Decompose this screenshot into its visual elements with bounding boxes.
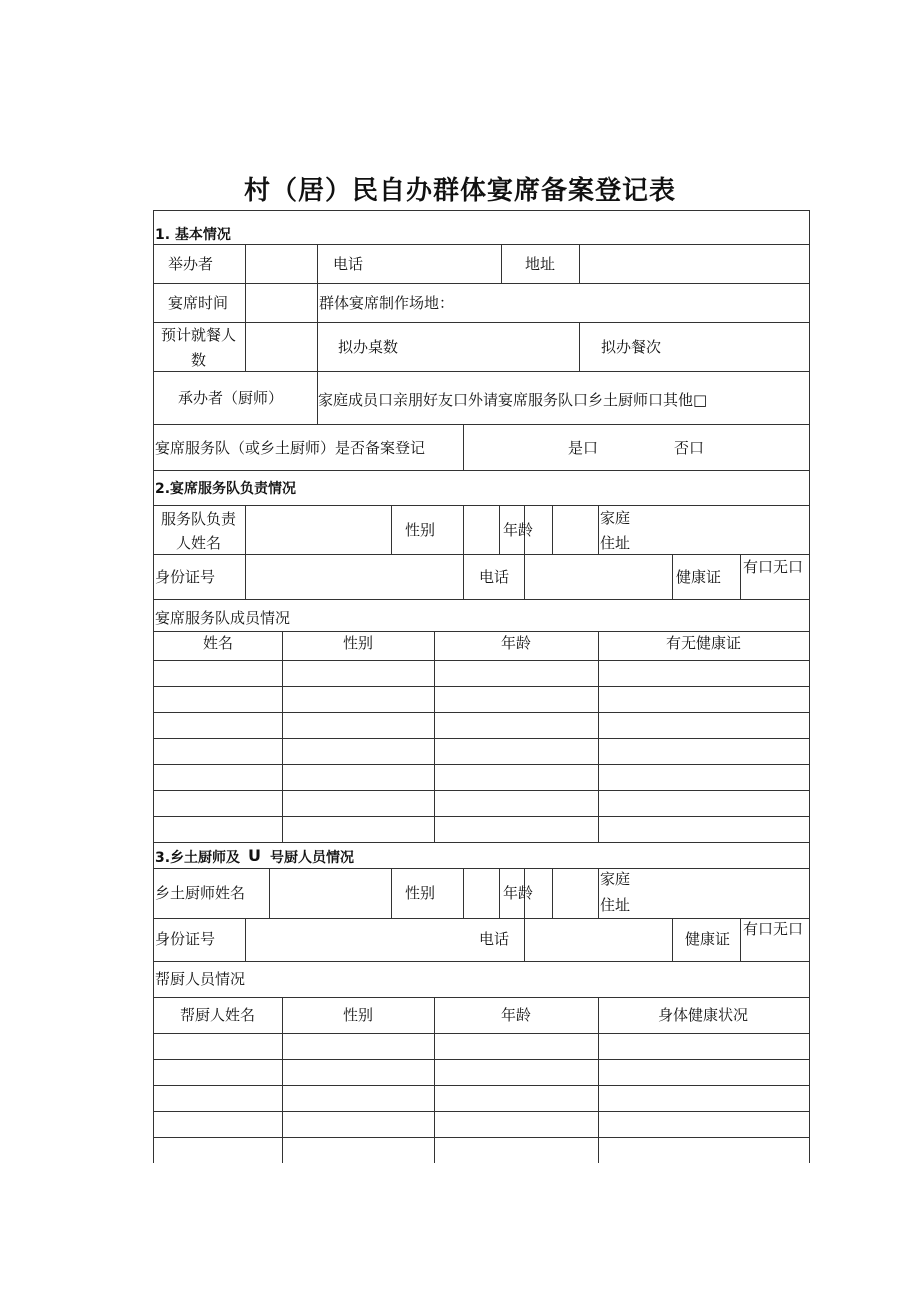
no-checkbox[interactable]: 否口 [674, 439, 705, 457]
chef-gender-label: 性别 [405, 884, 436, 902]
leader-id-label: 身份证号 [155, 568, 216, 586]
members-header-age: 年龄 [501, 634, 532, 652]
address-label: 地址 [525, 255, 556, 273]
members-header-gender: 性别 [343, 634, 374, 652]
chef-home-label-line2: 住址 [600, 896, 631, 914]
leader-health-options: 有口无口 [743, 558, 804, 576]
leader-home-label-line1: 家庭 [600, 509, 631, 527]
helpers-header-name: 帮厨人姓名 [180, 1006, 256, 1024]
helpers-header-health: 身体健康状况 [658, 1006, 749, 1024]
section3-heading-u: U [248, 846, 261, 865]
leader-name-label-line1: 服务队负责 [161, 510, 237, 528]
phone-label: 电话 [333, 255, 364, 273]
registration-form-table [153, 210, 810, 1163]
leader-home-label-line2: 住址 [600, 534, 631, 552]
registered-question: 宴席服务队（或乡土厨师）是否备案登记 [155, 439, 426, 457]
leader-health-label: 健康证 [676, 568, 722, 586]
chef-phone-label: 电话 [479, 930, 510, 948]
chef-health-options: 有口无口 [743, 920, 804, 938]
contractor-label: 承办者（厨师） [178, 389, 284, 407]
section2-heading: 2.宴席服务队负责情况 [155, 481, 297, 497]
venue-label: 群体宴席制作场地： [319, 294, 455, 312]
leader-phone-label: 电话 [479, 568, 510, 586]
leader-age-label: 年龄 [503, 521, 534, 539]
section3-heading-part1: 3.乡土厨师及 [155, 850, 241, 866]
banquet-time-label: 宴席时间 [168, 294, 229, 312]
members-header-health: 有无健康证 [666, 634, 742, 652]
chef-health-label: 健康证 [685, 930, 731, 948]
section3-heading-part2: 号厨人员情况 [270, 850, 354, 866]
section1-heading: 1. 基本情况 [155, 227, 231, 243]
contractor-options: 家庭成员口亲朋好友口外请宴席服务队口乡土厨师口其他□ [318, 391, 708, 409]
organizer-label: 举办者 [168, 255, 214, 273]
leader-gender-label: 性别 [405, 521, 436, 539]
members-heading: 宴席服务队成员情况 [155, 609, 291, 627]
leader-name-label-line2: 人姓名 [176, 534, 222, 552]
chef-name-label: 乡土厨师姓名 [155, 884, 246, 902]
diners-label-line2: 数 [191, 351, 207, 369]
helpers-header-gender: 性别 [343, 1006, 374, 1024]
members-header-name: 姓名 [203, 634, 234, 652]
meals-label: 拟办餐次 [601, 338, 662, 356]
chef-age-label: 年龄 [503, 884, 534, 902]
helpers-heading: 帮厨人员情况 [155, 970, 246, 988]
helpers-header-age: 年龄 [501, 1006, 532, 1024]
chef-id-label: 身份证号 [155, 930, 216, 948]
chef-home-label-line1: 家庭 [600, 870, 631, 888]
form-title: 村（居）民自办群体宴席备案登记表 [243, 176, 676, 206]
diners-label-line1: 预计就餐人 [161, 326, 237, 344]
tables-label: 拟办桌数 [338, 338, 399, 356]
yes-checkbox[interactable]: 是口 [568, 439, 599, 457]
